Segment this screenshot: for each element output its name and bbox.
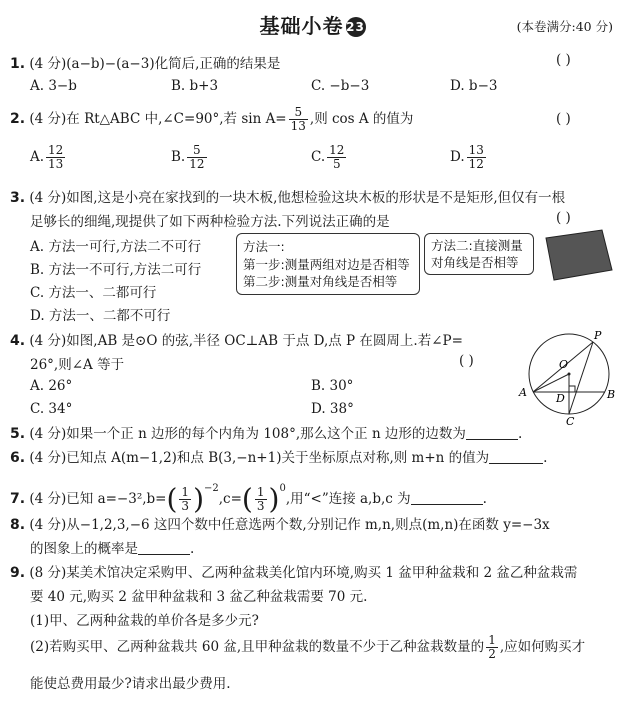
q1-text: (4 分)(a−b)−(a−3)化简后,正确的结果是	[29, 56, 281, 72]
label-d: D	[556, 392, 565, 405]
wood-board-shape	[546, 230, 612, 280]
q9-sub2-text-a: (2)若购买甲、乙两种盆栽共 60 盆,且甲种盆栽的数量不少于乙种盆栽数量的	[30, 639, 485, 655]
q7-answer-blank[interactable]	[411, 491, 483, 505]
q7-stem	[10, 470, 487, 518]
q8-stem-line1	[10, 513, 550, 533]
q6-number: 6.	[10, 450, 26, 466]
q7-c-paren-close: )	[268, 482, 280, 516]
q2-option-a[interactable]	[30, 144, 67, 171]
q2-option-d[interactable]	[450, 144, 488, 171]
q2-sin-denominator: 13	[290, 119, 306, 133]
q9-text-line1: (8 分)某美术馆决定采购甲、乙两种盆栽美化馆内环境,购买 1 盆甲种盆栽和 2 盆乙种盆栽需	[29, 565, 578, 581]
q3-option-d[interactable]: D. 方法一、二都不可行	[30, 308, 171, 324]
q8-answer-blank[interactable]	[138, 541, 190, 555]
q9-stem-line1	[10, 561, 577, 581]
q2-option-a-label: A.	[30, 149, 45, 165]
q9-half-num: 1	[488, 633, 496, 647]
label-c: C	[566, 415, 575, 426]
q3-answer-paren[interactable]: ( )	[556, 210, 571, 226]
q2-d-den: 12	[468, 157, 484, 171]
q1-stem	[10, 52, 280, 72]
q2-answer-paren[interactable]: ( )	[556, 111, 571, 127]
q7-text-a: (4 分)已知 a=−3²,b=	[29, 491, 167, 507]
q4-stem-line2: 26°,则∠A 等于	[30, 357, 125, 373]
q7-number: 7.	[10, 491, 26, 507]
q9-number: 9.	[10, 565, 26, 581]
q1-option-c[interactable]: C. −b−3	[311, 78, 370, 94]
q3-wood-board-figure	[540, 228, 616, 284]
method1-step2: 第二步:测量对角线是否相等	[243, 274, 398, 289]
q7-c-exponent: 0	[279, 483, 286, 494]
q3-text-line1: (4 分)如图,这是小亮在家找到的一块木板,他想检验这块木板的形状是不是矩形,但仅有一根	[29, 190, 566, 206]
q3-method2-box	[424, 233, 534, 275]
q3-option-b[interactable]: B. 方法一不可行,方法二可行	[30, 262, 202, 278]
q2-option-d-label: D.	[450, 149, 465, 165]
q2-b-num: 5	[187, 144, 206, 158]
q4-circle-figure	[514, 326, 620, 426]
q1-option-a[interactable]: A. 3−b	[30, 78, 77, 94]
q9-sub2-line1	[30, 630, 585, 664]
q4-option-a[interactable]: A. 26°	[30, 378, 73, 394]
q7-b-paren-close: )	[193, 482, 204, 516]
q4-text-line1: (4 分)如图,AB 是⊙O 的弦,半径 OC⊥AB 于点 D,点 P 在圆周上.若∠P=	[29, 333, 463, 349]
q2-text-a: (4 分)在 Rt△ABC 中,∠C=90°,若 sin A=	[29, 111, 287, 127]
q5-answer-blank[interactable]	[466, 426, 518, 440]
label-p: P	[594, 329, 602, 342]
q5-end: .	[517, 426, 523, 442]
q7-text-tail: ,用“<”连接 a,b,c 为	[285, 491, 411, 507]
q6-end: .	[543, 450, 548, 466]
q9-sub2-text-b: ,应如何购买才	[499, 639, 586, 655]
q4-option-d[interactable]: D. 38°	[311, 401, 354, 417]
q9-sub2-line2: 能使总费用最少?请求出最少费用.	[30, 676, 231, 692]
q1-option-d[interactable]: D. b−3	[450, 78, 498, 94]
q2-option-a-fraction	[46, 144, 65, 171]
q1-option-b[interactable]: B. b+3	[171, 78, 219, 94]
q8-text-line2: 的图象上的概率是	[30, 541, 138, 557]
q2-number: 2.	[10, 111, 26, 127]
q4-number: 4.	[10, 333, 26, 349]
q7-text-c: ,c=	[218, 491, 242, 507]
q3-stem-line1	[10, 186, 565, 206]
method1-title: 方法一:	[243, 239, 285, 254]
q9-sub1: (1)甲、乙两种盆栽的单价各是多少元?	[30, 613, 259, 629]
q2-b-den: 12	[189, 157, 205, 171]
title-text: 基础小卷	[259, 14, 344, 38]
q2-d-num: 13	[468, 143, 484, 157]
q4-answer-paren[interactable]: ( )	[459, 353, 474, 369]
q3-stem-line2: 足够长的细绳,现提供了如下两种检验方法.下列说法正确的是	[30, 214, 390, 230]
q6-stem	[10, 446, 547, 466]
q7-b-exponent: −2	[204, 483, 219, 494]
q6-text: (4 分)已知点 A(m−1,2)和点 B(3,−n+1)关于坐标原点对称,则 m+n 的值为	[29, 450, 490, 466]
method2-line1: 方法二:直接测量	[431, 238, 523, 253]
q7-c-fraction	[255, 486, 267, 513]
method2-line2: 对角线是否相等	[431, 255, 519, 270]
q6-answer-blank[interactable]	[489, 450, 543, 464]
q2-sin-fraction	[289, 106, 308, 133]
q4-option-b[interactable]: B. 30°	[311, 378, 354, 394]
q7-c-paren-open: (	[241, 482, 253, 516]
q8-text-line1: (4 分)从−1,2,3,−6 这四个数中任意选两个数,分别记作 m,n,则点(m,n)在函数 y=−3x	[29, 517, 550, 533]
label-b: B	[607, 388, 616, 401]
right-angle-mark	[569, 386, 575, 392]
title-number-badge: 23	[346, 17, 366, 37]
q9-half-den: 2	[488, 647, 496, 661]
q7-b-num: 1	[181, 485, 190, 499]
q5-stem	[10, 422, 522, 442]
segment-pc	[569, 342, 593, 414]
q9-half-fraction	[486, 634, 498, 661]
q8-end: .	[190, 541, 195, 557]
center-dot	[568, 373, 571, 376]
q5-text: (4 分)如果一个正 n 边形的每个内角为 108°,那么这个正 n 边形的边数为	[29, 426, 466, 442]
q2-a-den: 13	[48, 157, 64, 171]
q2-c-num: 12	[329, 143, 345, 157]
method1-step1: 第一步:测量两组对边是否相等	[243, 257, 410, 272]
q1-answer-paren[interactable]: ( )	[556, 52, 571, 68]
total-score: (本卷满分:40 分)	[516, 19, 613, 34]
q5-number: 5.	[10, 426, 26, 442]
q3-option-a[interactable]: A. 方法一可行,方法二不可行	[30, 239, 202, 255]
q3-number: 3.	[10, 190, 26, 206]
q2-option-c-fraction	[327, 144, 346, 171]
q2-option-c[interactable]	[311, 144, 348, 171]
label-a: A	[519, 386, 527, 399]
q8-stem-line2	[30, 537, 194, 557]
q7-b-paren-open: (	[166, 482, 178, 516]
q2-option-b[interactable]	[171, 144, 209, 171]
q2-text-b: ,则 cos A 的值为	[309, 111, 414, 127]
q4-stem-line1	[10, 329, 463, 349]
q2-option-b-label: B.	[171, 149, 186, 165]
q1-number: 1.	[10, 56, 26, 72]
q2-option-d-fraction	[467, 144, 486, 171]
q7-c-num: 1	[256, 485, 265, 499]
q2-stem	[10, 104, 413, 134]
q9-stem-line2: 要 40 元,购买 2 盆甲种盆栽和 3 盆乙种盆栽需要 70 元.	[30, 589, 368, 605]
q2-a-num: 12	[48, 143, 64, 157]
q2-option-b-fraction	[187, 144, 206, 171]
q7-c-den: 3	[256, 499, 265, 513]
q7-b-fraction	[179, 486, 191, 513]
q7-b-den: 3	[181, 499, 190, 513]
q2-option-c-label: C.	[311, 149, 326, 165]
q7-end: .	[482, 491, 487, 507]
q2-c-den: 5	[332, 157, 341, 171]
q2-sin-numerator: 5	[289, 106, 308, 120]
q8-number: 8.	[10, 517, 26, 533]
q4-option-c[interactable]: C. 34°	[30, 401, 73, 417]
q3-method1-box	[236, 233, 420, 295]
q3-option-c[interactable]: C. 方法一、二都可行	[30, 285, 157, 301]
label-o: O	[559, 358, 569, 371]
